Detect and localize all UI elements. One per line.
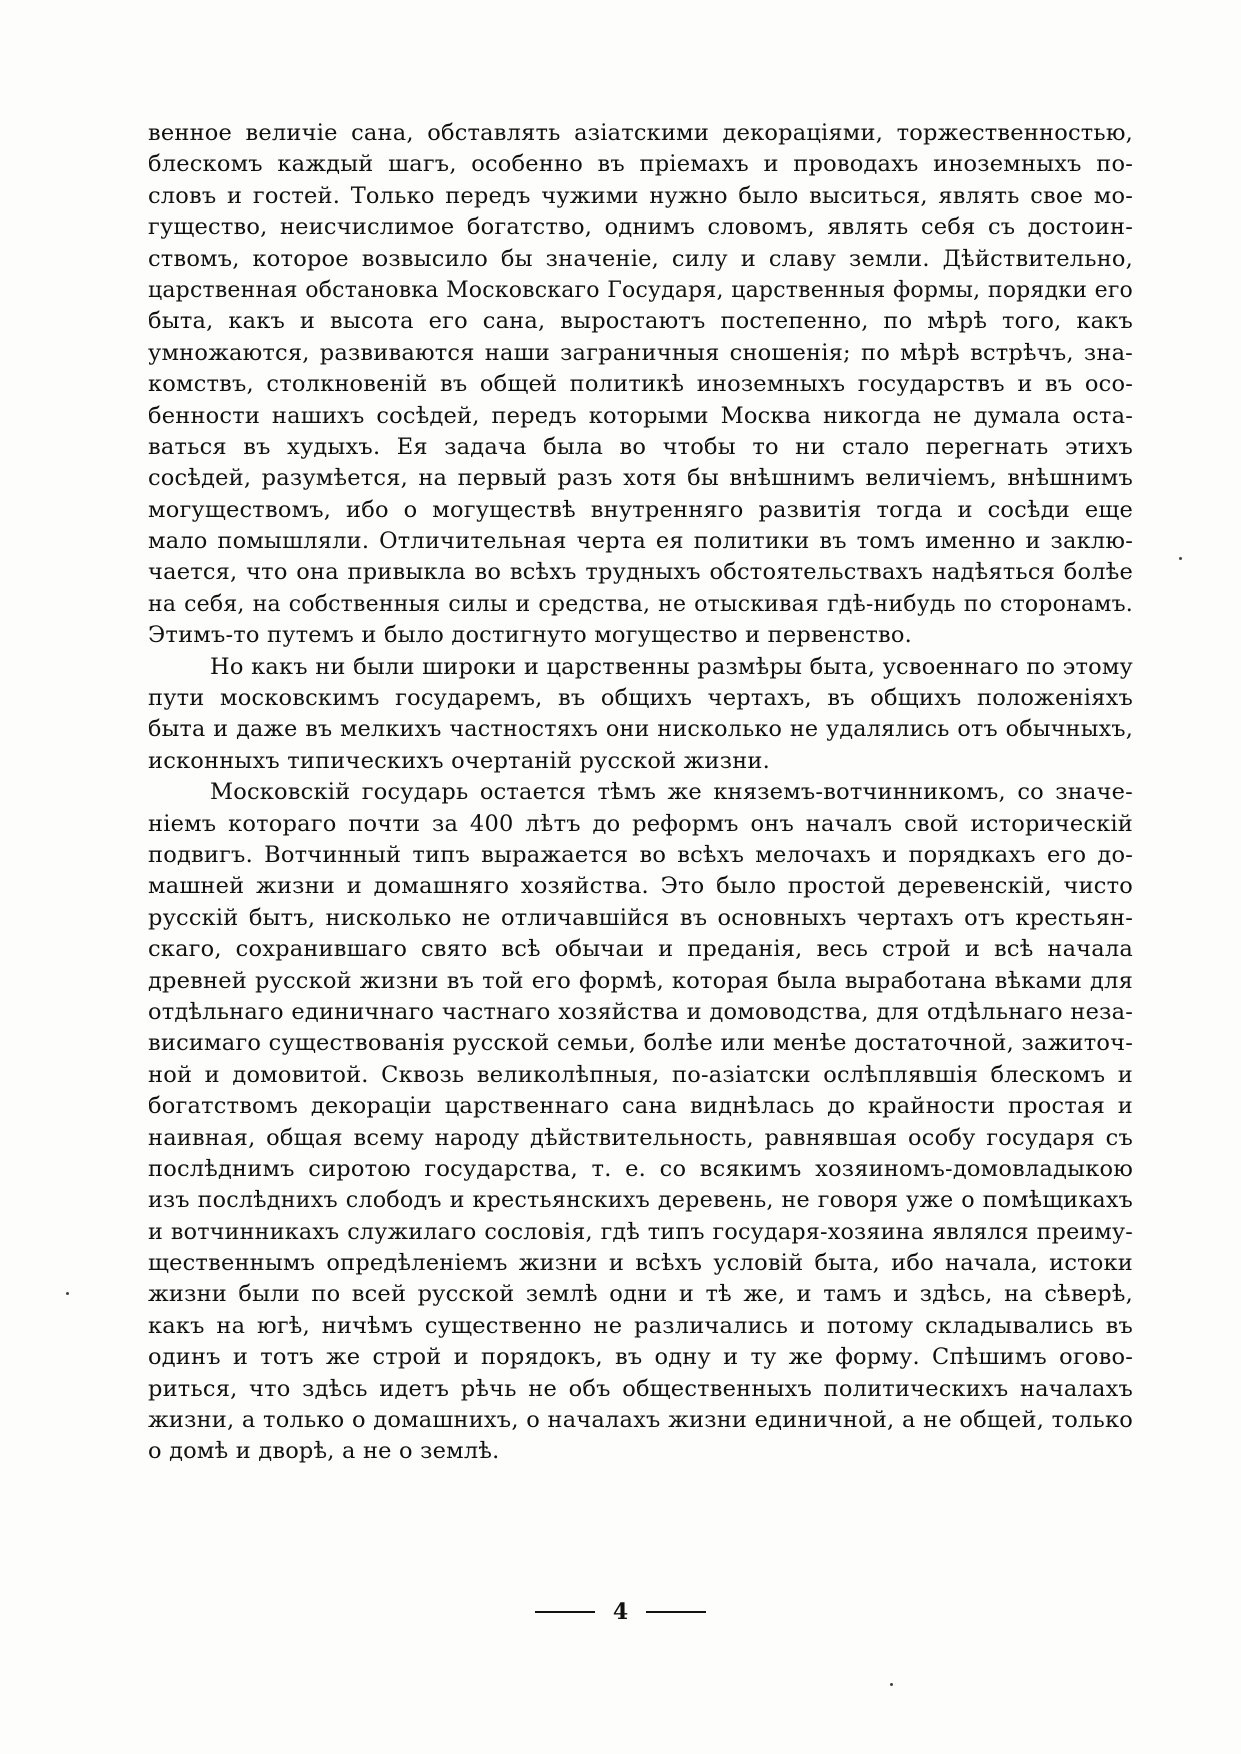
text-line: комствъ, столкновеній въ общей политикѣ иноземныхъ государствъ и въ осо-	[148, 371, 1133, 398]
body-text	[148, 118, 1133, 1468]
text-line: словъ и гостей. Только передъ чужими нужно было выситься, являть свое мо-	[148, 182, 1133, 209]
text-line: подвигъ. Вотчинный типъ выражается во всѣхъ мелочахъ и порядкахъ его до-	[148, 841, 1133, 868]
text-line: изъ послѣднихъ слободъ и крестьянскихъ деревень, не говоря уже о помѣщикахъ	[148, 1187, 1133, 1214]
text-line: могуществомъ, ибо о могуществѣ внутренняго развитія тогда и сосѣди еще	[148, 496, 1133, 523]
text-line: послѣднимъ сиротою государства, т. е. со всякимъ хозяиномъ-домовладыкою	[148, 1155, 1133, 1182]
text-line: царственная обстановка Московскаго Государя, царственныя формы, порядки его	[148, 277, 1133, 303]
text-line: быта и даже въ мелкихъ частностяхъ они нисколько не удалялись отъ обычныхъ,	[148, 716, 1133, 743]
text-line: машней жизни и домашняго хозяйства. Это было простой деревенскій, чисто	[148, 873, 1133, 900]
left-dash	[535, 1611, 595, 1613]
text-line: и вотчинникахъ служилаго сословія, гдѣ типъ государя-хозяина являлся преиму-	[148, 1218, 1133, 1245]
text-line: на себя, на собственныя силы и средства, не отыскивая гдѣ-нибудь по сторонамъ.	[148, 591, 1133, 617]
scan-speck	[890, 1683, 893, 1686]
text-line: ной и домовитой. Сквозь великолѣпныя, по-азіатски ослѣплявшія блескомъ и	[148, 1061, 1133, 1088]
text-line: висимаго существованія русской семьи, болѣе или менѣе достаточной, зажиточ-	[148, 1030, 1133, 1057]
text-line: быта, какъ и высота его сана, выростаютъ постепенно, по мѣрѣ того, какъ	[148, 308, 1133, 335]
text-line: древней русской жизни въ той его формѣ, которая была выработана вѣками для	[148, 967, 1133, 994]
text-line: умножаются, развиваются наши заграничныя сношенія; по мѣрѣ встрѣчъ, зна-	[148, 339, 1133, 366]
scan-speck	[1179, 557, 1182, 560]
text-line: Московскій государь остается тѣмъ же княземъ-вотчинникомъ, со значе-	[210, 779, 1133, 806]
text-line: о домѣ и дворѣ, а не о землѣ.	[148, 1438, 500, 1465]
text-line: скаго, сохранившаго свято всѣ обычаи и преданія, весь строй и всѣ начала	[148, 936, 1133, 963]
text-line: ваться въ худыхъ. Ея задача была во чтобы то ни стало перегнать этихъ	[148, 433, 1133, 460]
text-line: жизни были по всей русской землѣ одни и тѣ же, и тамъ и здѣсь, на сѣверѣ,	[148, 1281, 1133, 1308]
text-line: гущество, неисчислимое богатство, однимъ словомъ, являть себя съ достоин-	[148, 214, 1133, 241]
text-line: Но какъ ни были широки и царственны размѣры быта, усвоеннаго по этому	[210, 653, 1133, 680]
text-line: ніемъ котораго почти за 400 лѣтъ до реформъ онъ началъ свой историческій	[148, 810, 1133, 837]
page-number: 4	[612, 1599, 629, 1625]
text-line: богатствомъ декораціи царственнаго сана виднѣлась до крайности простая и	[148, 1093, 1133, 1120]
text-line: бенности нашихъ сосѣдей, передъ которыми Москва никогда не думала оста-	[148, 402, 1133, 429]
text-line: русскій бытъ, нисколько не отличавшійся въ основныхъ чертахъ отъ крестьян-	[148, 904, 1133, 931]
text-line: жизни, а только о домашнихъ, о началахъ жизни единичной, а не общей, только	[148, 1407, 1133, 1434]
text-line: ствомъ, которое возвысило бы значеніе, силу и славу земли. Дѣйствительно,	[148, 245, 1133, 272]
paragraph	[148, 118, 1133, 652]
scan-speck	[66, 1292, 69, 1295]
text-line: риться, что здѣсь идетъ рѣчь не объ общественныхъ политическихъ началахъ	[148, 1375, 1133, 1402]
text-line: исконныхъ типическихъ очертаній русской жизни.	[148, 747, 770, 774]
text-line: Этимъ-то путемъ и было достигнуто могущество и первенство.	[148, 622, 912, 649]
text-line: венное величіе сана, обставлять азіатскими декораціями, торжественностью,	[148, 120, 1133, 146]
text-line: какъ на югѣ, ничѣмъ существенно не различались и потому складывались въ	[148, 1312, 1133, 1339]
text-line: сосѣдей, разумѣется, на первый разъ хотя бы внѣшнимъ величіемъ, внѣшнимъ	[148, 465, 1133, 492]
paragraph	[148, 777, 1133, 1468]
text-line: наивная, общая всему народу дѣйствительность, равнявшая особу государя съ	[148, 1124, 1133, 1151]
paragraph	[148, 652, 1133, 778]
text-line: пути московскимъ государемъ, въ общихъ чертахъ, въ общихъ положеніяхъ	[148, 685, 1133, 712]
text-line: блескомъ каждый шагъ, особенно въ пріемахъ и проводахъ иноземныхъ по-	[148, 151, 1133, 178]
page-footer	[0, 1596, 1241, 1628]
right-dash	[646, 1611, 706, 1613]
text-line: отдѣльнаго единичнаго частнаго хозяйства и домоводства, для отдѣльнаго неза-	[148, 998, 1133, 1025]
text-line: одинъ и тотъ же строй и порядокъ, въ одну и ту же форму. Спѣшимъ огово-	[148, 1344, 1133, 1371]
text-line: мало помышляли. Отличительная черта ея политики въ томъ именно и заклю-	[148, 528, 1133, 555]
text-line: чается, что она привыкла во всѣхъ трудныхъ обстоятельствахъ надѣяться болѣе	[148, 559, 1133, 586]
text-line: щественнымъ опредѣленіемъ жизни и всѣхъ условій быта, ибо начала, истоки	[148, 1250, 1133, 1277]
